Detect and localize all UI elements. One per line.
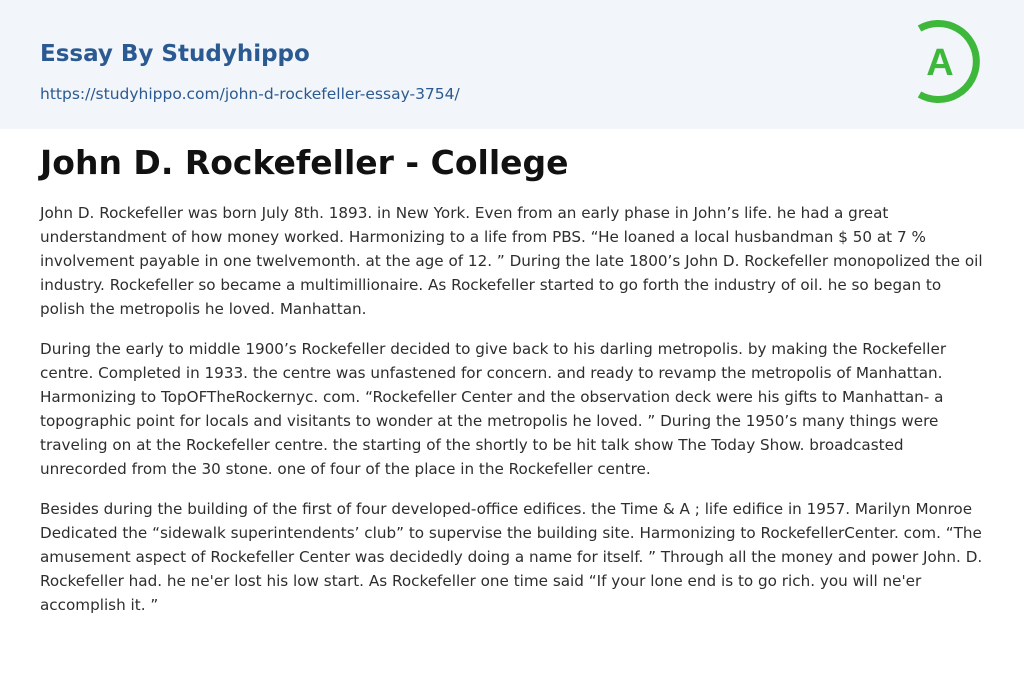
essay-title: John D. Rockefeller - College [40, 143, 569, 182]
site-brand[interactable]: Essay By Studyhippo [40, 41, 310, 67]
logo-a-icon [909, 16, 989, 108]
essay-paragraph: Besides during the building of the first of four developed-office edifices. the Time & A ; life edifice in 1957. Marilyn Monroe Dedicated the “sidewalk superintendents’ club” to supervise the building site. Harmonizing to RockefellerCenter. com. “The amusement aspect of Rockefeller Center was decidedly doing a name for itself. ” Through all the money and power John. D. Rockefeller had. he ne'er lost his low start. As Rockefeller one time said “If your lone end is to go rich. you will ne'er accomplish it. ” [40, 500, 983, 614]
studyhippo-logo[interactable] [909, 16, 989, 108]
essay-body [40, 201, 990, 633]
essay-paragraph: During the early to middle 1900’s Rockefeller decided to give back to his darling metropolis. by making the Rockefeller centre. Completed in 1933. the centre was unfastened for concern. and ready to revamp the metropolis of Manhattan. Harmonizing to TopOFTheRockernyc. com. “Rockefeller Center and the observation deck were his gifts to Manhattan- a topographic point for locals and visitants to wonder at the metropolis he loved. ” During the 1950’s many things were traveling on at the Rockefeller centre. the starting of the shortly to be hit talk show The Today Show. broadcasted unrecorded from the 30 stone. one of four of the place in the Rockefeller centre. [40, 340, 947, 478]
site-header [0, 0, 1024, 129]
logo-letter: A [926, 42, 954, 84]
essay-paragraph: John D. Rockefeller was born July 8th. 1893. in New York. Even from an early phase in John’s life. he had a great understandment of how money worked. Harmonizing to a life from PBS. “He loaned a local husbandman $ 50 at 7 % involvement payable in one twelvemonth. at the age of 12. ” During the late 1800’s John D. Rockefeller monopolized the oil industry. Rockefeller so became a multimillionaire. As Rockefeller started to go forth the industry of oil. he so began to polish the metropolis he loved. Manhattan. [40, 204, 983, 318]
essay-url-link[interactable]: https://studyhippo.com/john-d-rockefeller-essay-3754/ [40, 85, 460, 103]
